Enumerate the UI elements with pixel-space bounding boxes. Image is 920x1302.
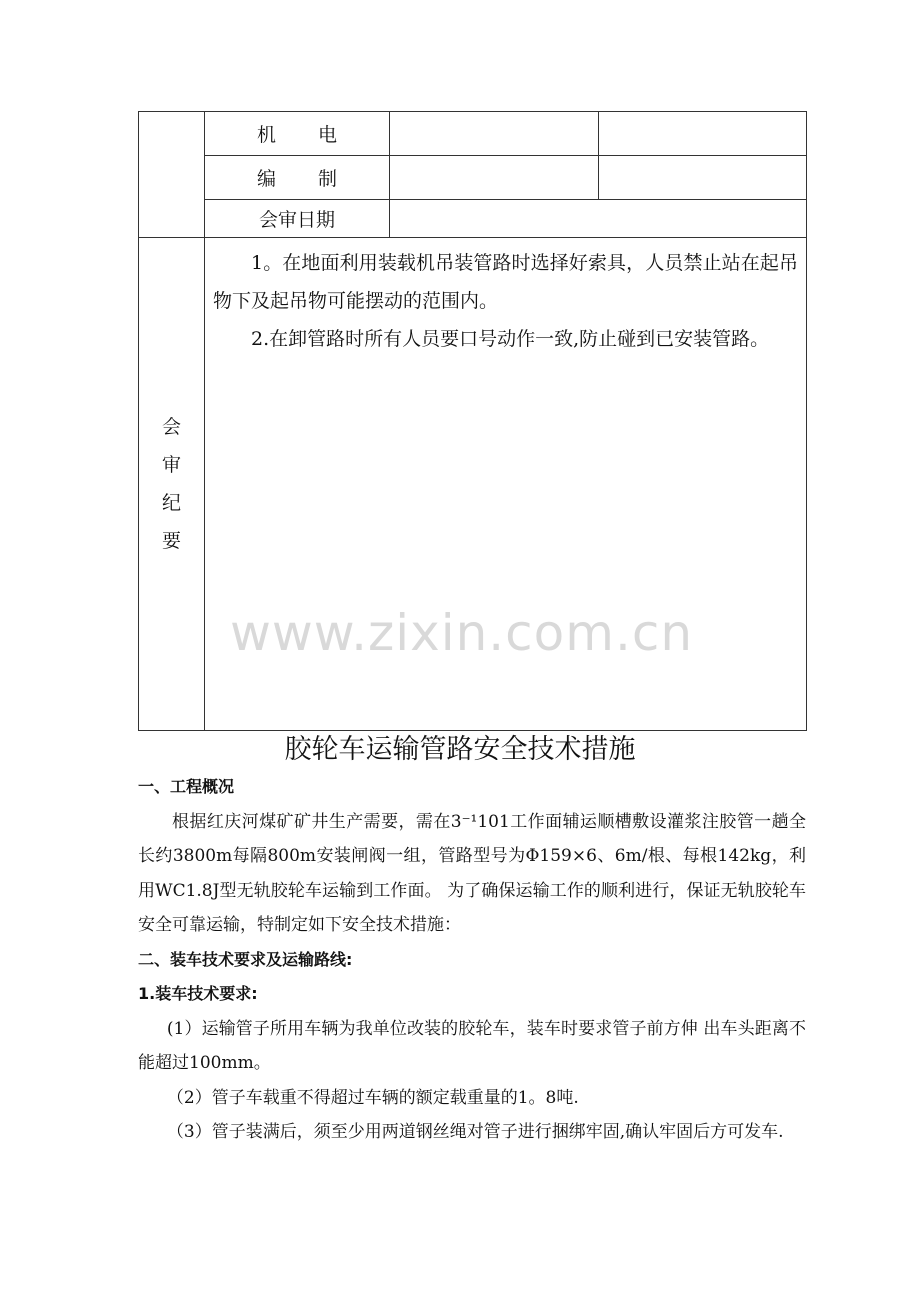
section-heading-overview: 一、工程概况 [138, 777, 235, 796]
section-heading-loading: 二、装车技术要求及运输路线: [138, 949, 353, 969]
mech-value-cell-1 [390, 112, 599, 156]
requirement-item: （2）管子车载重不得超过车辆的额定载重量的1。8吨. [166, 1087, 579, 1108]
subsection-heading-loading-requirements: 1.装车技术要求: [138, 984, 258, 1003]
blank-side-cell [139, 112, 205, 238]
watermark: www.zixin.com.cn [230, 604, 694, 662]
compile-value-cell-2 [599, 156, 807, 200]
mech-value-cell-2 [599, 112, 807, 156]
side-char: 会 [161, 416, 181, 438]
row-label-review-date: 会审日期 [205, 200, 390, 238]
side-char: 审 [161, 454, 181, 476]
minutes-item: 2.在卸管路时所有人员要口号动作一致,防止碰到已安装管路。 [251, 328, 770, 350]
requirement-item: （3）管子装满后，须至少用两道钢丝绳对管子进行捆绑牢固,确认牢固后方可发车. [166, 1122, 784, 1142]
row-label-compile: 编 制 [205, 156, 390, 200]
document-title: 胶轮车运输管路安全技术措施 [284, 734, 636, 765]
document-body [138, 770, 806, 1150]
side-char: 纪 [161, 492, 181, 514]
overview-paragraph: 根据红庆河煤矿矿井生产需要，需在3⁻¹101工作面辅运顺槽敷设灌浆注胶管一趟全长约3800m每隔800m安装闸阀一组，管路型号为Φ159×6、6m/根、每根142kg，利用WC1.8J型无轨胶轮车运输到工作面。 为了确保运输工作的顺利进行，保证无轨胶轮车安全可靠运输，特制定如下安全技术措施： [138, 811, 806, 935]
row-label-mech: 机 电 [205, 112, 390, 156]
side-char: 要 [161, 530, 181, 552]
review-date-value-cell [390, 200, 807, 238]
compile-value-cell-1 [390, 156, 599, 200]
minutes-item: 1。在地面利用装载机吊装管路时选择好索具，人员禁止站在起吊物下及起吊物可能摆动的范围内。 [213, 252, 798, 312]
review-minutes-label [139, 238, 205, 731]
requirement-item: (1）运输管子所用车辆为我单位改装的胶轮车，装车时要求管子前方伸 出车头距离不能超过100mm。 [138, 1018, 806, 1073]
